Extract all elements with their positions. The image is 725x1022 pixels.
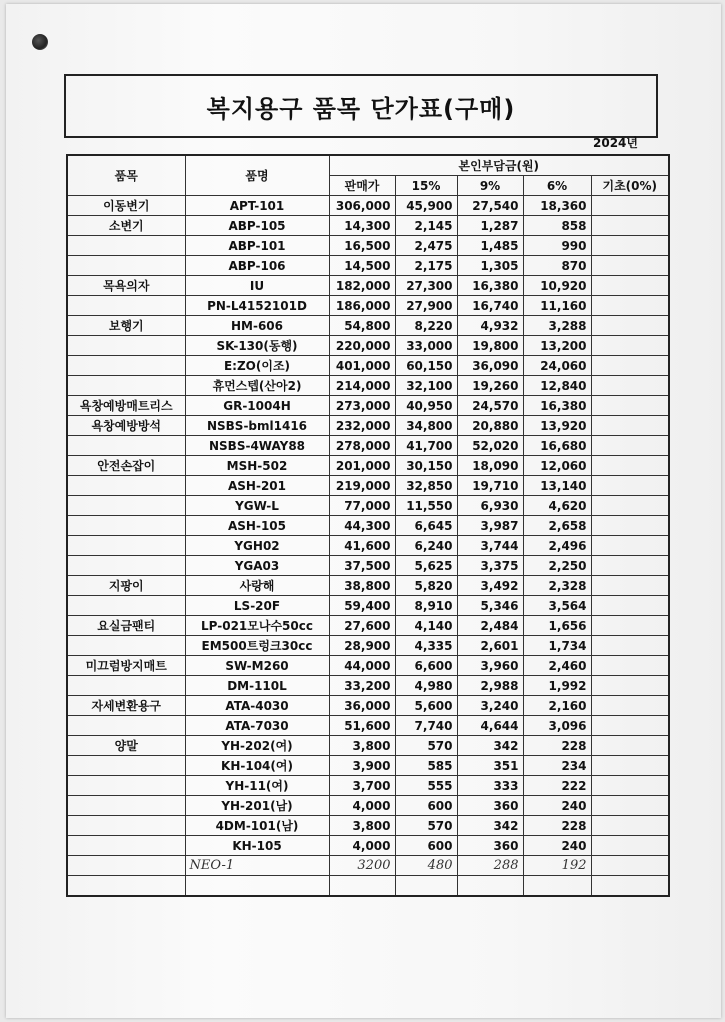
handwritten-cell-p15: 480 (395, 856, 457, 876)
cell-p0 (591, 696, 669, 716)
cell-p9: 6,930 (457, 496, 523, 516)
cell-p0 (591, 636, 669, 656)
cell-p0 (591, 596, 669, 616)
cell-p0 (591, 476, 669, 496)
cell-p6: 858 (523, 216, 591, 236)
cell-p0 (591, 576, 669, 596)
cell-p6: 13,200 (523, 336, 591, 356)
cell-item: 이동변기 (67, 196, 185, 216)
table-row (67, 476, 669, 496)
cell-p9: 3,960 (457, 656, 523, 676)
cell-p6: 240 (523, 796, 591, 816)
handwritten-cell-name: NEO-1 (185, 856, 329, 876)
table-row (67, 216, 669, 236)
cell-name: 휴먼스텝(산아2) (185, 376, 329, 396)
cell-p0 (591, 756, 669, 776)
cell-p15: 32,850 (395, 476, 457, 496)
cell-name: SK-130(동행) (185, 336, 329, 356)
cell-p9: 19,260 (457, 376, 523, 396)
cell-p9: 3,744 (457, 536, 523, 556)
cell-name: 사랑해 (185, 576, 329, 596)
cell-p6: 2,460 (523, 656, 591, 676)
cell-p6: 18,360 (523, 196, 591, 216)
cell-price: 232,000 (329, 416, 395, 436)
table-row (67, 736, 669, 756)
cell-name: LS-20F (185, 596, 329, 616)
table-row (67, 836, 669, 856)
cell-p9: 27,540 (457, 196, 523, 216)
table-row (67, 536, 669, 556)
cell-p9: 20,880 (457, 416, 523, 436)
table-row (67, 496, 669, 516)
cell-p9: 3,987 (457, 516, 523, 536)
header-group: 본인부담금(원) (329, 155, 669, 176)
cell-p9: 16,740 (457, 296, 523, 316)
cell-p9: 5,346 (457, 596, 523, 616)
cell-price: 186,000 (329, 296, 395, 316)
cell-p15: 8,220 (395, 316, 457, 336)
cell-item (67, 836, 185, 856)
cell-p6: 3,096 (523, 716, 591, 736)
cell-p0 (591, 276, 669, 296)
cell-p6: 2,160 (523, 696, 591, 716)
cell-p9: 4,932 (457, 316, 523, 336)
cell-p0 (591, 456, 669, 476)
cell-item (67, 676, 185, 696)
cell-p0 (591, 336, 669, 356)
cell-price: 3,800 (329, 736, 395, 756)
cell-name: APT-101 (185, 196, 329, 216)
cell-item: 욕창예방매트리스 (67, 396, 185, 416)
cell-p6: 12,060 (523, 456, 591, 476)
cell-item: 욕창예방방석 (67, 416, 185, 436)
cell-price: 3,800 (329, 816, 395, 836)
handwritten-row (67, 856, 669, 876)
header-p0: 기초(0%) (591, 176, 669, 196)
cell-name: LP-021모나수50cc (185, 616, 329, 636)
table-row (67, 776, 669, 796)
cell-p9: 1,287 (457, 216, 523, 236)
cell-price: 14,300 (329, 216, 395, 236)
cell-item (67, 536, 185, 556)
cell-p15: 8,910 (395, 596, 457, 616)
cell-item: 소변기 (67, 216, 185, 236)
cell-name: HM-606 (185, 316, 329, 336)
cell-p15: 6,645 (395, 516, 457, 536)
table-row (67, 296, 669, 316)
cell-p0 (591, 436, 669, 456)
cell-p15: 60,150 (395, 356, 457, 376)
paper-sheet (6, 4, 721, 1018)
table-row (67, 556, 669, 576)
cell-price: 220,000 (329, 336, 395, 356)
cell-p6: 240 (523, 836, 591, 856)
cell-p9: 1,485 (457, 236, 523, 256)
cell-price: 201,000 (329, 456, 395, 476)
table-row (67, 416, 669, 436)
header-price: 판매가 (329, 176, 395, 196)
cell-item (67, 436, 185, 456)
table-row (67, 616, 669, 636)
cell-p6: 12,840 (523, 376, 591, 396)
header-p9: 9% (457, 176, 523, 196)
cell-p6: 1,656 (523, 616, 591, 636)
table-row (67, 376, 669, 396)
cell-p9: 3,492 (457, 576, 523, 596)
cell-name: PN-L4152101D (185, 296, 329, 316)
cell-item (67, 596, 185, 616)
cell-p9: 19,710 (457, 476, 523, 496)
cell-p9: 2,988 (457, 676, 523, 696)
cell-price: 401,000 (329, 356, 395, 376)
table-row (67, 796, 669, 816)
cell-p15: 7,740 (395, 716, 457, 736)
cell-p15: 4,980 (395, 676, 457, 696)
cell-price: 214,000 (329, 376, 395, 396)
cell-p0 (591, 716, 669, 736)
cell-p9: 2,601 (457, 636, 523, 656)
cell-item (67, 256, 185, 276)
blank-cell (329, 876, 395, 897)
cell-name: SW-M260 (185, 656, 329, 676)
cell-p9: 342 (457, 736, 523, 756)
cell-p0 (591, 536, 669, 556)
cell-p9: 360 (457, 836, 523, 856)
cell-p9: 24,570 (457, 396, 523, 416)
cell-p6: 990 (523, 236, 591, 256)
cell-p15: 6,240 (395, 536, 457, 556)
price-table-wrapper (66, 154, 670, 897)
header-name: 품명 (185, 155, 329, 196)
cell-item (67, 796, 185, 816)
cell-p0 (591, 556, 669, 576)
cell-p6: 16,380 (523, 396, 591, 416)
cell-p0 (591, 676, 669, 696)
cell-price: 278,000 (329, 436, 395, 456)
table-row (67, 356, 669, 376)
cell-p9: 351 (457, 756, 523, 776)
cell-p9: 360 (457, 796, 523, 816)
blank-row (67, 876, 669, 897)
cell-p15: 585 (395, 756, 457, 776)
cell-p15: 5,625 (395, 556, 457, 576)
cell-p15: 570 (395, 816, 457, 836)
cell-name: ABP-106 (185, 256, 329, 276)
header-item: 품목 (67, 155, 185, 196)
handwritten-cell-p6: 192 (523, 856, 591, 876)
cell-p15: 6,600 (395, 656, 457, 676)
cell-item (67, 516, 185, 536)
cell-p9: 19,800 (457, 336, 523, 356)
cell-p9: 3,240 (457, 696, 523, 716)
cell-name: IU (185, 276, 329, 296)
cell-p0 (591, 516, 669, 536)
cell-price: 59,400 (329, 596, 395, 616)
table-row (67, 696, 669, 716)
cell-p0 (591, 416, 669, 436)
table-row (67, 816, 669, 836)
cell-name: NSBS-bml1416 (185, 416, 329, 436)
cell-p6: 228 (523, 736, 591, 756)
table-row (67, 456, 669, 476)
cell-name: ATA-7030 (185, 716, 329, 736)
cell-price: 14,500 (329, 256, 395, 276)
cell-name: YGA03 (185, 556, 329, 576)
cell-name: YH-202(여) (185, 736, 329, 756)
cell-p6: 10,920 (523, 276, 591, 296)
header-p6: 6% (523, 176, 591, 196)
cell-p0 (591, 776, 669, 796)
table-row (67, 336, 669, 356)
cell-p0 (591, 356, 669, 376)
year-label: 2024년 (593, 136, 638, 150)
cell-item (67, 556, 185, 576)
cell-p15: 4,335 (395, 636, 457, 656)
cell-item (67, 236, 185, 256)
cell-p15: 600 (395, 796, 457, 816)
cell-name: ASH-105 (185, 516, 329, 536)
cell-item (67, 476, 185, 496)
blank-cell (67, 876, 185, 897)
cell-name: YH-201(남) (185, 796, 329, 816)
cell-item: 양말 (67, 736, 185, 756)
cell-item (67, 336, 185, 356)
cell-price: 3,900 (329, 756, 395, 776)
cell-item (67, 716, 185, 736)
cell-name: 4DM-101(남) (185, 816, 329, 836)
cell-price: 4,000 (329, 836, 395, 856)
cell-p9: 333 (457, 776, 523, 796)
cell-price: 33,200 (329, 676, 395, 696)
table-row (67, 656, 669, 676)
cell-item: 미끄럼방지매트 (67, 656, 185, 676)
cell-p15: 2,175 (395, 256, 457, 276)
table-row (67, 756, 669, 776)
cell-price: 38,800 (329, 576, 395, 596)
cell-p15: 27,900 (395, 296, 457, 316)
cell-p15: 30,150 (395, 456, 457, 476)
cell-item (67, 636, 185, 656)
cell-price: 16,500 (329, 236, 395, 256)
cell-item (67, 756, 185, 776)
cell-p9: 3,375 (457, 556, 523, 576)
table-row (67, 436, 669, 456)
cell-p0 (591, 316, 669, 336)
cell-price: 273,000 (329, 396, 395, 416)
cell-p15: 5,600 (395, 696, 457, 716)
cell-p15: 570 (395, 736, 457, 756)
cell-name: KH-104(여) (185, 756, 329, 776)
cell-name: MSH-502 (185, 456, 329, 476)
cell-item: 목욕의자 (67, 276, 185, 296)
cell-p9: 52,020 (457, 436, 523, 456)
cell-p6: 13,920 (523, 416, 591, 436)
cell-p9: 16,380 (457, 276, 523, 296)
table-row (67, 256, 669, 276)
table-row (67, 576, 669, 596)
cell-item: 지팡이 (67, 576, 185, 596)
cell-price: 27,600 (329, 616, 395, 636)
cell-p6: 3,288 (523, 316, 591, 336)
cell-p6: 11,160 (523, 296, 591, 316)
table-body (67, 196, 669, 897)
cell-p9: 1,305 (457, 256, 523, 276)
cell-item (67, 776, 185, 796)
cell-item (67, 816, 185, 836)
cell-price: 44,000 (329, 656, 395, 676)
table-row (67, 396, 669, 416)
cell-name: E:ZO(이조) (185, 356, 329, 376)
blank-cell (395, 876, 457, 897)
cell-p0 (591, 396, 669, 416)
title-text: 복지용구 품목 단가표(구매) (206, 94, 516, 123)
table-row (67, 636, 669, 656)
cell-item (67, 356, 185, 376)
cell-p15: 33,000 (395, 336, 457, 356)
cell-p0 (591, 736, 669, 756)
table-row (67, 276, 669, 296)
cell-p6: 13,140 (523, 476, 591, 496)
cell-item: 자세변환용구 (67, 696, 185, 716)
cell-name: NSBS-4WAY88 (185, 436, 329, 456)
cell-p6: 1,734 (523, 636, 591, 656)
cell-p0 (591, 216, 669, 236)
cell-name: ATA-4030 (185, 696, 329, 716)
cell-p0 (591, 836, 669, 856)
cell-p0 (591, 196, 669, 216)
table-row (67, 316, 669, 336)
cell-price: 54,800 (329, 316, 395, 336)
cell-p9: 36,090 (457, 356, 523, 376)
cell-p0 (591, 236, 669, 256)
cell-p15: 40,950 (395, 396, 457, 416)
cell-price: 3,700 (329, 776, 395, 796)
cell-item: 보행기 (67, 316, 185, 336)
cell-p15: 11,550 (395, 496, 457, 516)
punch-hole (32, 34, 48, 50)
cell-name: ABP-105 (185, 216, 329, 236)
cell-p6: 2,328 (523, 576, 591, 596)
cell-item (67, 296, 185, 316)
table-row (67, 236, 669, 256)
cell-price: 51,600 (329, 716, 395, 736)
cell-p15: 555 (395, 776, 457, 796)
handwritten-cell-price: 3200 (329, 856, 395, 876)
cell-p0 (591, 256, 669, 276)
table-row (67, 196, 669, 216)
handwritten-cell-item (67, 856, 185, 876)
blank-cell (523, 876, 591, 897)
cell-price: 36,000 (329, 696, 395, 716)
cell-p0 (591, 376, 669, 396)
cell-name: YH-11(여) (185, 776, 329, 796)
handwritten-cell-p9: 288 (457, 856, 523, 876)
cell-p6: 2,496 (523, 536, 591, 556)
cell-item: 요실금팬티 (67, 616, 185, 636)
cell-p9: 18,090 (457, 456, 523, 476)
cell-p0 (591, 296, 669, 316)
cell-name: YGW-L (185, 496, 329, 516)
cell-price: 182,000 (329, 276, 395, 296)
cell-p15: 2,475 (395, 236, 457, 256)
cell-p15: 2,145 (395, 216, 457, 236)
cell-name: GR-1004H (185, 396, 329, 416)
cell-p15: 4,140 (395, 616, 457, 636)
table-row (67, 676, 669, 696)
cell-p15: 600 (395, 836, 457, 856)
cell-price: 41,600 (329, 536, 395, 556)
cell-name: ABP-101 (185, 236, 329, 256)
table-row (67, 596, 669, 616)
cell-price: 37,500 (329, 556, 395, 576)
cell-name: DM-110L (185, 676, 329, 696)
cell-p6: 2,250 (523, 556, 591, 576)
blank-cell (457, 876, 523, 897)
page-title (64, 74, 658, 138)
cell-p0 (591, 616, 669, 636)
cell-p6: 3,564 (523, 596, 591, 616)
cell-p15: 5,820 (395, 576, 457, 596)
cell-p0 (591, 496, 669, 516)
table-row (67, 716, 669, 736)
cell-p0 (591, 796, 669, 816)
cell-price: 77,000 (329, 496, 395, 516)
cell-price: 306,000 (329, 196, 395, 216)
cell-p6: 16,680 (523, 436, 591, 456)
cell-price: 28,900 (329, 636, 395, 656)
cell-p6: 2,658 (523, 516, 591, 536)
table-row (67, 516, 669, 536)
cell-name: ASH-201 (185, 476, 329, 496)
price-table (66, 154, 670, 897)
cell-name: KH-105 (185, 836, 329, 856)
cell-item (67, 376, 185, 396)
cell-p9: 4,644 (457, 716, 523, 736)
cell-p6: 234 (523, 756, 591, 776)
cell-price: 219,000 (329, 476, 395, 496)
cell-p15: 32,100 (395, 376, 457, 396)
cell-p9: 342 (457, 816, 523, 836)
cell-item (67, 496, 185, 516)
cell-p15: 41,700 (395, 436, 457, 456)
cell-p0 (591, 656, 669, 676)
cell-p6: 228 (523, 816, 591, 836)
cell-name: YGH02 (185, 536, 329, 556)
cell-item: 안전손잡이 (67, 456, 185, 476)
cell-p6: 870 (523, 256, 591, 276)
header-p15: 15% (395, 176, 457, 196)
handwritten-cell-p0 (591, 856, 669, 876)
blank-cell (591, 876, 669, 897)
cell-name: EM500트렁크30cc (185, 636, 329, 656)
cell-p6: 24,060 (523, 356, 591, 376)
cell-price: 44,300 (329, 516, 395, 536)
cell-p9: 2,484 (457, 616, 523, 636)
cell-p6: 1,992 (523, 676, 591, 696)
cell-price: 4,000 (329, 796, 395, 816)
cell-p6: 222 (523, 776, 591, 796)
cell-p15: 34,800 (395, 416, 457, 436)
cell-p0 (591, 816, 669, 836)
cell-p15: 45,900 (395, 196, 457, 216)
cell-p15: 27,300 (395, 276, 457, 296)
blank-cell (185, 876, 329, 897)
cell-p6: 4,620 (523, 496, 591, 516)
